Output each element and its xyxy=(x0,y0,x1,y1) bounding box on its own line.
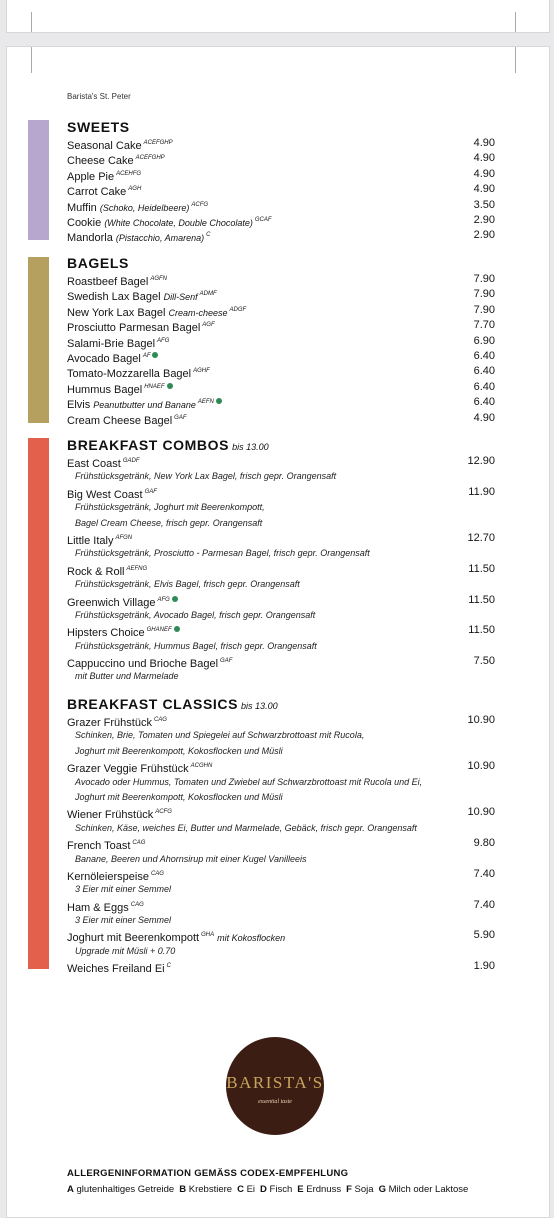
item-description: Schinken, Käse, weiches Ei, Butter und Marmelade, Gebäck, frisch gepr. Orangensaft xyxy=(75,822,417,833)
menu-item[interactable] xyxy=(67,287,497,302)
item-name: French Toast xyxy=(67,840,131,853)
item-name: Elvis xyxy=(67,399,91,412)
menu-item[interactable] xyxy=(67,623,497,638)
allergen-code: D xyxy=(260,1184,267,1195)
allergen-codes: CAG xyxy=(130,901,144,908)
item-name: Little Italy xyxy=(67,534,114,547)
allergen-codes: HNAEF xyxy=(144,383,165,390)
item-name: New York Lax Bagel xyxy=(67,306,166,319)
item-name: Joghurt mit Beerenkompott xyxy=(67,932,200,945)
allergen-code: F xyxy=(346,1184,352,1195)
item-description: Frühstücksgetränk, New York Lax Bagel, frisch gepr. Orangensaft xyxy=(75,471,337,482)
allergen-label: glutenhaltiges Getreide xyxy=(76,1184,175,1195)
item-price: 4.90 xyxy=(473,411,495,424)
bagels-title: BAGELS xyxy=(67,255,129,271)
crop-mark xyxy=(515,47,516,73)
item-name: Tomato-Mozzarella Bagel xyxy=(67,368,192,381)
menu-item[interactable] xyxy=(67,836,497,851)
item-description: Frühstücksgetränk, Prosciutto - Parmesan Bagel, frisch gepr. Orangensaft xyxy=(75,548,370,559)
item-price: 7.90 xyxy=(473,273,495,285)
item-price: 2.90 xyxy=(473,229,495,242)
item-price: 6.40 xyxy=(473,349,495,362)
combos-list xyxy=(67,454,497,685)
item-price: 6.40 xyxy=(473,396,495,409)
menu-item[interactable] xyxy=(67,713,497,728)
venue-name: Barista's St. Peter xyxy=(67,92,131,101)
item-name: East Coast xyxy=(67,458,121,470)
crop-mark xyxy=(31,47,32,73)
item-description: Banane, Beeren und Ahornsirup mit einer Kugel Vanilleeis xyxy=(75,853,307,864)
item-description: Frühstücksgetränk, Avocado Bagel, frisch gepr. Orangensaft xyxy=(75,609,316,620)
allergen-entry xyxy=(179,1184,232,1195)
allergen-codes: GHANEF xyxy=(146,627,172,634)
allergen-code: G xyxy=(378,1184,386,1195)
menu-item[interactable] xyxy=(67,228,497,243)
menu-item[interactable] xyxy=(67,959,497,974)
allergen-codes: GAF xyxy=(220,658,233,665)
item-price: 2.90 xyxy=(473,213,495,226)
item-name: Wiener Frühstück xyxy=(67,809,154,822)
vegan-icon xyxy=(174,626,180,632)
item-price: 7.40 xyxy=(473,898,495,911)
menu-item[interactable] xyxy=(67,531,497,546)
allergen-codes: C xyxy=(206,232,211,239)
bagels-color-bar xyxy=(28,257,49,423)
menu-item[interactable] xyxy=(67,411,497,426)
menu-item[interactable] xyxy=(67,213,497,228)
menu-item[interactable] xyxy=(67,182,497,197)
item-price: 10.90 xyxy=(467,714,495,726)
menu-item[interactable] xyxy=(67,380,497,395)
sweets-section xyxy=(67,118,497,244)
item-price: 3.50 xyxy=(473,198,495,211)
bagels-section xyxy=(67,254,497,426)
allergen-label: Milch oder Laktose xyxy=(388,1184,469,1195)
allergen-codes: AGF xyxy=(202,322,215,329)
allergen-label: Soja xyxy=(354,1184,374,1195)
allergen-codes: ACFG xyxy=(191,201,209,208)
item-name: Cookie xyxy=(67,216,102,229)
item-name: Grazer Veggie Frühstück xyxy=(67,763,189,776)
classics-time-note: bis 13.00 xyxy=(241,701,278,711)
allergen-codes: ACEFGHP xyxy=(135,155,165,162)
bagels-list xyxy=(67,272,497,426)
item-name: Rock & Roll xyxy=(67,565,125,578)
item-name: Hipsters Choice xyxy=(67,627,145,640)
vegan-icon xyxy=(172,596,178,602)
item-detail: (Pistacchio, Amarena) xyxy=(115,233,205,244)
item-price: 4.90 xyxy=(473,152,495,165)
combos-title-text: BREAKFAST COMBOS xyxy=(67,437,230,453)
item-price: 6.90 xyxy=(473,334,495,347)
classics-title-text: BREAKFAST CLASSICS xyxy=(67,696,239,712)
item-price: 6.40 xyxy=(473,380,495,393)
crop-mark xyxy=(515,12,516,32)
item-price: 6.40 xyxy=(473,365,495,378)
item-price: 10.90 xyxy=(467,806,495,819)
item-name: Hummus Bagel xyxy=(67,383,143,396)
menu-item[interactable] xyxy=(67,364,497,379)
item-description: Bagel Cream Cheese, frisch gepr. Orangensaft xyxy=(75,517,263,528)
vegan-icon xyxy=(216,398,222,404)
allergen-codes: GAF xyxy=(174,414,187,421)
allergen-codes: ACEHFG xyxy=(116,170,142,177)
item-name: Prosciutto Parmesan Bagel xyxy=(67,322,201,335)
allergen-codes: AEFNG xyxy=(126,565,148,572)
item-name: Greenwich Village xyxy=(67,596,156,609)
item-price: 7.90 xyxy=(473,303,495,316)
item-name: Grazer Frühstück xyxy=(67,717,152,729)
allergen-codes: ADGF xyxy=(229,306,247,313)
allergen-label: Fisch xyxy=(269,1184,293,1195)
menu-item[interactable] xyxy=(67,454,497,469)
sweets-color-bar xyxy=(28,120,49,240)
item-price: 9.80 xyxy=(473,837,495,850)
item-name: Roastbeef Bagel xyxy=(67,276,149,288)
allergen-codes: AGFN xyxy=(150,276,168,282)
allergen-codes: AF xyxy=(142,352,151,359)
item-description: 3 Eier mit einer Semmel xyxy=(75,915,172,926)
item-price: 4.90 xyxy=(473,167,495,180)
allergen-codes: ACFG xyxy=(155,809,172,816)
logo-wordmark: BARISTA'S xyxy=(226,1073,324,1092)
allergen-codes: AGH xyxy=(128,186,142,193)
combos-time-note: bis 13.00 xyxy=(232,442,269,452)
menu-item[interactable] xyxy=(67,198,497,213)
item-description: Frühstücksgetränk, Joghurt mit Beerenkompott, xyxy=(75,502,265,513)
allergen-label: Ei xyxy=(246,1184,256,1195)
menu-item[interactable] xyxy=(67,151,497,166)
item-price: 4.90 xyxy=(473,183,495,196)
allergen-codes: AFG xyxy=(157,337,170,344)
item-price: 11.90 xyxy=(468,485,495,498)
menu-item[interactable] xyxy=(67,759,497,774)
item-description: Joghurt mit Beerenkompott, Kokosflocken und Müsli xyxy=(75,791,283,802)
allergen-legend xyxy=(67,1184,473,1195)
allergen-codes: GHA xyxy=(201,932,215,939)
item-name: Cream Cheese Bagel xyxy=(67,414,173,427)
menu-item[interactable] xyxy=(67,395,497,410)
item-price: 7.40 xyxy=(473,867,495,880)
item-price: 11.50 xyxy=(468,593,495,606)
menu-item[interactable] xyxy=(67,867,497,882)
item-detail: (Schoko, Heidelbeere) xyxy=(99,202,190,213)
item-name: Seasonal Cake xyxy=(67,140,142,152)
item-price: 7.70 xyxy=(473,319,495,332)
classics-section xyxy=(67,695,497,975)
item-description: Joghurt mit Beerenkompott, Kokosflocken und Müsli xyxy=(75,745,283,756)
item-name: Avocado Bagel xyxy=(67,352,141,365)
item-description: Frühstücksgetränk, Elvis Bagel, frisch gepr. Orangensaft xyxy=(75,579,300,590)
item-price: 5.90 xyxy=(473,929,495,942)
allergen-info-title: ALLERGENINFORMATION GEMÄSS CODEX-EMPFEHLUNG xyxy=(67,1168,349,1179)
menu-item[interactable] xyxy=(67,562,497,577)
allergen-codes: GCAF xyxy=(254,216,272,223)
item-description: mit Butter und Marmelade xyxy=(75,671,179,682)
item-description: 3 Eier mit einer Semmel xyxy=(75,884,172,895)
item-price: 11.50 xyxy=(468,562,495,575)
allergen-entry xyxy=(260,1184,292,1195)
item-detail: mit Kokosflocken xyxy=(217,933,286,944)
allergen-codes: GAF xyxy=(144,488,157,495)
crop-mark xyxy=(31,12,32,32)
item-name: Ham & Eggs xyxy=(67,901,129,914)
item-price: 12.70 xyxy=(467,531,495,544)
item-price: 7.90 xyxy=(473,288,495,301)
classics-list xyxy=(67,713,497,975)
menu-item[interactable] xyxy=(67,272,497,287)
item-name: Weiches Freiland Ei xyxy=(67,963,165,976)
allergen-codes: C xyxy=(166,963,171,970)
item-name: Apple Pie xyxy=(67,170,115,183)
menu-item[interactable] xyxy=(67,318,497,333)
allergen-code: E xyxy=(297,1184,304,1195)
menu-item[interactable] xyxy=(67,805,497,820)
item-detail: Peanutbutter und Banane xyxy=(93,400,196,411)
item-name: Salami-Brie Bagel xyxy=(67,337,156,350)
allergen-codes: CAG xyxy=(150,870,164,877)
allergen-codes: GADF xyxy=(122,458,140,464)
item-price: 10.90 xyxy=(467,760,495,773)
item-description: Schinken, Brie, Tomaten und Spiegelei auf Schwarzbrottoast mit Rucola, xyxy=(75,730,365,741)
allergen-codes: CAG xyxy=(153,717,167,723)
menu-page[interactable] xyxy=(6,46,550,1218)
item-price: 12.90 xyxy=(467,455,495,467)
combos-title xyxy=(67,436,497,454)
menu-item[interactable] xyxy=(67,349,497,364)
vegan-icon xyxy=(167,383,173,389)
item-name: Cheese Cake xyxy=(67,155,134,168)
item-description: Frühstücksgetränk, Hummus Bagel, frisch gepr. Orangensaft xyxy=(75,640,317,651)
item-name: Mandorla xyxy=(67,232,113,245)
item-price: 1.90 xyxy=(473,960,495,973)
allergen-codes: AEFN xyxy=(197,399,214,406)
allergen-codes: CAG xyxy=(132,840,146,847)
menu-item[interactable] xyxy=(67,303,497,318)
item-detail: Dill-Senf xyxy=(163,292,198,303)
combos-section xyxy=(67,436,497,685)
menu-item[interactable] xyxy=(67,654,497,669)
allergen-entry xyxy=(67,1184,174,1195)
menu-item[interactable] xyxy=(67,928,497,943)
allergen-codes: ADMF xyxy=(199,291,217,298)
menu-item[interactable] xyxy=(67,898,497,913)
allergen-label: Erdnuss xyxy=(306,1184,342,1195)
logo-tagline: essential taste xyxy=(258,1099,292,1105)
previous-page-edge xyxy=(6,0,550,33)
allergen-entry xyxy=(346,1184,373,1195)
sweets-list xyxy=(67,136,497,244)
allergen-code: A xyxy=(67,1184,74,1195)
menu-item[interactable] xyxy=(67,136,497,151)
item-name: Carrot Cake xyxy=(67,186,127,199)
item-name: Big West Coast xyxy=(67,488,143,501)
vegan-icon xyxy=(152,352,158,358)
menu-item[interactable] xyxy=(67,485,497,500)
item-description: Upgrade mit Müsli + 0.70 xyxy=(75,945,176,956)
menu-item[interactable] xyxy=(67,593,497,608)
item-name: Kernöleierspeise xyxy=(67,870,149,883)
menu-item[interactable] xyxy=(67,167,497,182)
allergen-codes: ACEFGHP xyxy=(143,140,173,146)
allergen-codes: AGHF xyxy=(193,368,210,375)
allergen-entry xyxy=(297,1184,341,1195)
allergen-codes: ACGHN xyxy=(190,763,213,770)
baristas-logo xyxy=(226,1037,324,1135)
item-name: Swedish Lax Bagel xyxy=(67,291,161,304)
allergen-code: B xyxy=(179,1184,187,1195)
item-detail: (White Chocolate, Double Chocolate) xyxy=(104,217,253,228)
item-description: Avocado oder Hummus, Tomaten und Zwiebel auf Schwarzbrottoast mit Rucola und Ei, xyxy=(75,776,423,787)
menu-item[interactable] xyxy=(67,334,497,349)
item-price: 7.50 xyxy=(473,655,495,668)
item-name: Muffin xyxy=(67,201,97,214)
sweets-title: SWEETS xyxy=(67,119,130,135)
allergen-code: C xyxy=(237,1184,244,1195)
classics-title xyxy=(67,695,497,713)
item-name: Cappuccino und Brioche Bagel xyxy=(67,658,219,671)
item-price: 11.50 xyxy=(468,624,495,637)
allergen-entry xyxy=(237,1184,255,1195)
allergen-codes: AFG xyxy=(157,596,170,603)
item-detail: Cream-cheese xyxy=(168,307,228,318)
allergen-label: Krebstiere xyxy=(188,1184,233,1195)
breakfast-color-bar xyxy=(28,438,49,969)
allergen-codes: AFGN xyxy=(115,534,133,541)
item-price: 4.90 xyxy=(473,137,495,149)
allergen-entry xyxy=(379,1184,469,1195)
